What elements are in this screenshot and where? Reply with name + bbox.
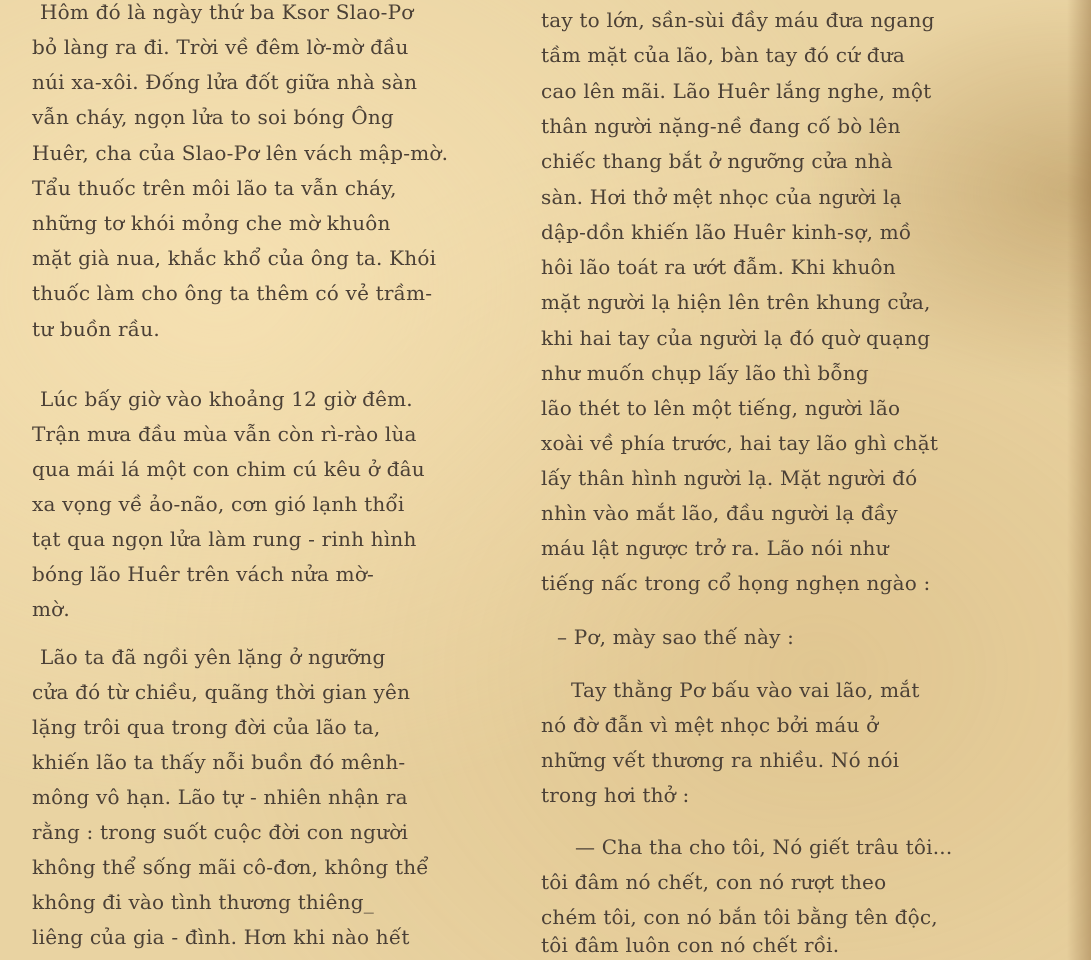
- text-line: bóng lão Huêr trên vách nửa mờ-: [32, 562, 375, 586]
- text-line: lặng trôi qua trong đời của lão ta,: [32, 715, 381, 739]
- text-line: như muốn chụp lấy lão thì bỗng: [541, 361, 869, 385]
- text-line: chém tôi, con nó bắn tôi bằng tên độc,: [541, 905, 938, 929]
- text-line: tạt qua ngọn lửa làm rung - rinh hình: [32, 527, 417, 551]
- text-line: tư buồn rầu.: [32, 317, 160, 341]
- text-line: sàn. Hơi thở mệt nhọc của người lạ: [541, 185, 902, 209]
- text-line: nó đờ đẫn vì mệt nhọc bởi máu ở: [541, 713, 879, 737]
- text-line: Trận mưa đầu mùa vẫn còn rì-rào lùa: [32, 422, 417, 446]
- text-line: núi xa-xôi. Đống lửa đốt giữa nhà sàn: [32, 70, 418, 94]
- text-line: – Pơ, mày sao thế này :: [557, 625, 795, 649]
- text-line: tay to lớn, sần-sùi đầy máu đưa ngang: [541, 8, 935, 32]
- text-line: mờ.: [32, 597, 70, 621]
- text-line: — Cha tha cho tôi, Nó giết trâu tôi...: [575, 835, 953, 859]
- text-line: tiếng nấc trong cổ họng nghẹn ngào :: [541, 571, 931, 595]
- text-line: nhìn vào mắt lão, đầu người lạ đầy: [541, 501, 898, 525]
- text-line: mặt người lạ hiện lên trên khung cửa,: [541, 290, 931, 314]
- text-line: chiếc thang bắt ở ngưỡng cửa nhà: [541, 149, 893, 173]
- text-line: mông vô hạn. Lão tự - nhiên nhận ra: [32, 785, 408, 809]
- text-line: hôi lão toát ra ướt đẫm. Khi khuôn: [541, 255, 896, 279]
- text-line: mặt già nua, khắc khổ của ông ta. Khói: [32, 246, 437, 270]
- text-line: dập-dồn khiến lão Huêr kinh-sợ, mồ: [541, 220, 912, 244]
- text-line: máu lật ngược trở ra. Lão nói như: [541, 536, 889, 560]
- text-line: khi hai tay của người lạ đó quờ quạng: [541, 326, 931, 350]
- text-line: không đi vào tình thương thiêng_: [32, 890, 374, 914]
- text-line: không thể sống mãi cô-đơn, không thể: [32, 855, 429, 879]
- text-line: xa vọng về ảo-não, cơn gió lạnh thổi: [32, 492, 405, 516]
- text-line: cửa đó từ chiều, quãng thời gian yên: [32, 680, 411, 704]
- text-line: lão thét to lên một tiếng, người lão: [541, 396, 901, 420]
- text-line: Lão ta đã ngồi yên lặng ở ngưỡng: [40, 645, 386, 669]
- text-line: những vết thương ra nhiều. Nó nói: [541, 748, 900, 772]
- text-line: Hôm đó là ngày thứ ba Ksor Slao-Pơ: [40, 0, 414, 24]
- text-line: Tẩu thuốc trên môi lão ta vẫn cháy,: [32, 176, 397, 200]
- text-line: khiến lão ta thấy nỗi buồn đó mênh-: [32, 750, 406, 774]
- text-line: Huêr, cha của Slao-Pơ lên vách mập-mờ.: [32, 141, 449, 165]
- text-line: những tơ khói mỏng che mờ khuôn: [32, 211, 391, 235]
- text-line: xoài về phía trước, hai tay lão ghì chặt: [541, 431, 939, 455]
- text-line: tôi đâm luôn con nó chết rồi.: [541, 933, 840, 957]
- text-line: rằng : trong suốt cuộc đời con người: [32, 820, 409, 844]
- page-edge-shadow: [1067, 0, 1091, 960]
- text-line: thuốc làm cho ông ta thêm có vẻ trầm-: [32, 281, 433, 305]
- text-line: Lúc bấy giờ vào khoảng 12 giờ đêm.: [40, 387, 413, 411]
- text-line: thân người nặng-nề đang cố bò lên: [541, 114, 901, 138]
- text-line: trong hơi thở :: [541, 783, 690, 807]
- text-line: Tay thằng Pơ bấu vào vai lão, mắt: [571, 678, 920, 702]
- text-line: qua mái lá một con chim cú kêu ở đâu: [32, 457, 425, 481]
- text-line: liêng của gia - đình. Hơn khi nào hết: [32, 925, 410, 949]
- text-line: bỏ làng ra đi. Trời về đêm lờ-mờ đầu: [32, 35, 409, 59]
- text-line: tầm mặt của lão, bàn tay đó cứ đưa: [541, 43, 905, 67]
- text-line: tôi đâm nó chết, con nó rượt theo: [541, 870, 887, 894]
- text-line: vẫn cháy, ngọn lửa to soi bóng Ông: [32, 105, 394, 129]
- text-line: lấy thân hình người lạ. Mặt người đó: [541, 466, 918, 490]
- text-line: cao lên mãi. Lão Huêr lắng nghe, một: [541, 79, 932, 103]
